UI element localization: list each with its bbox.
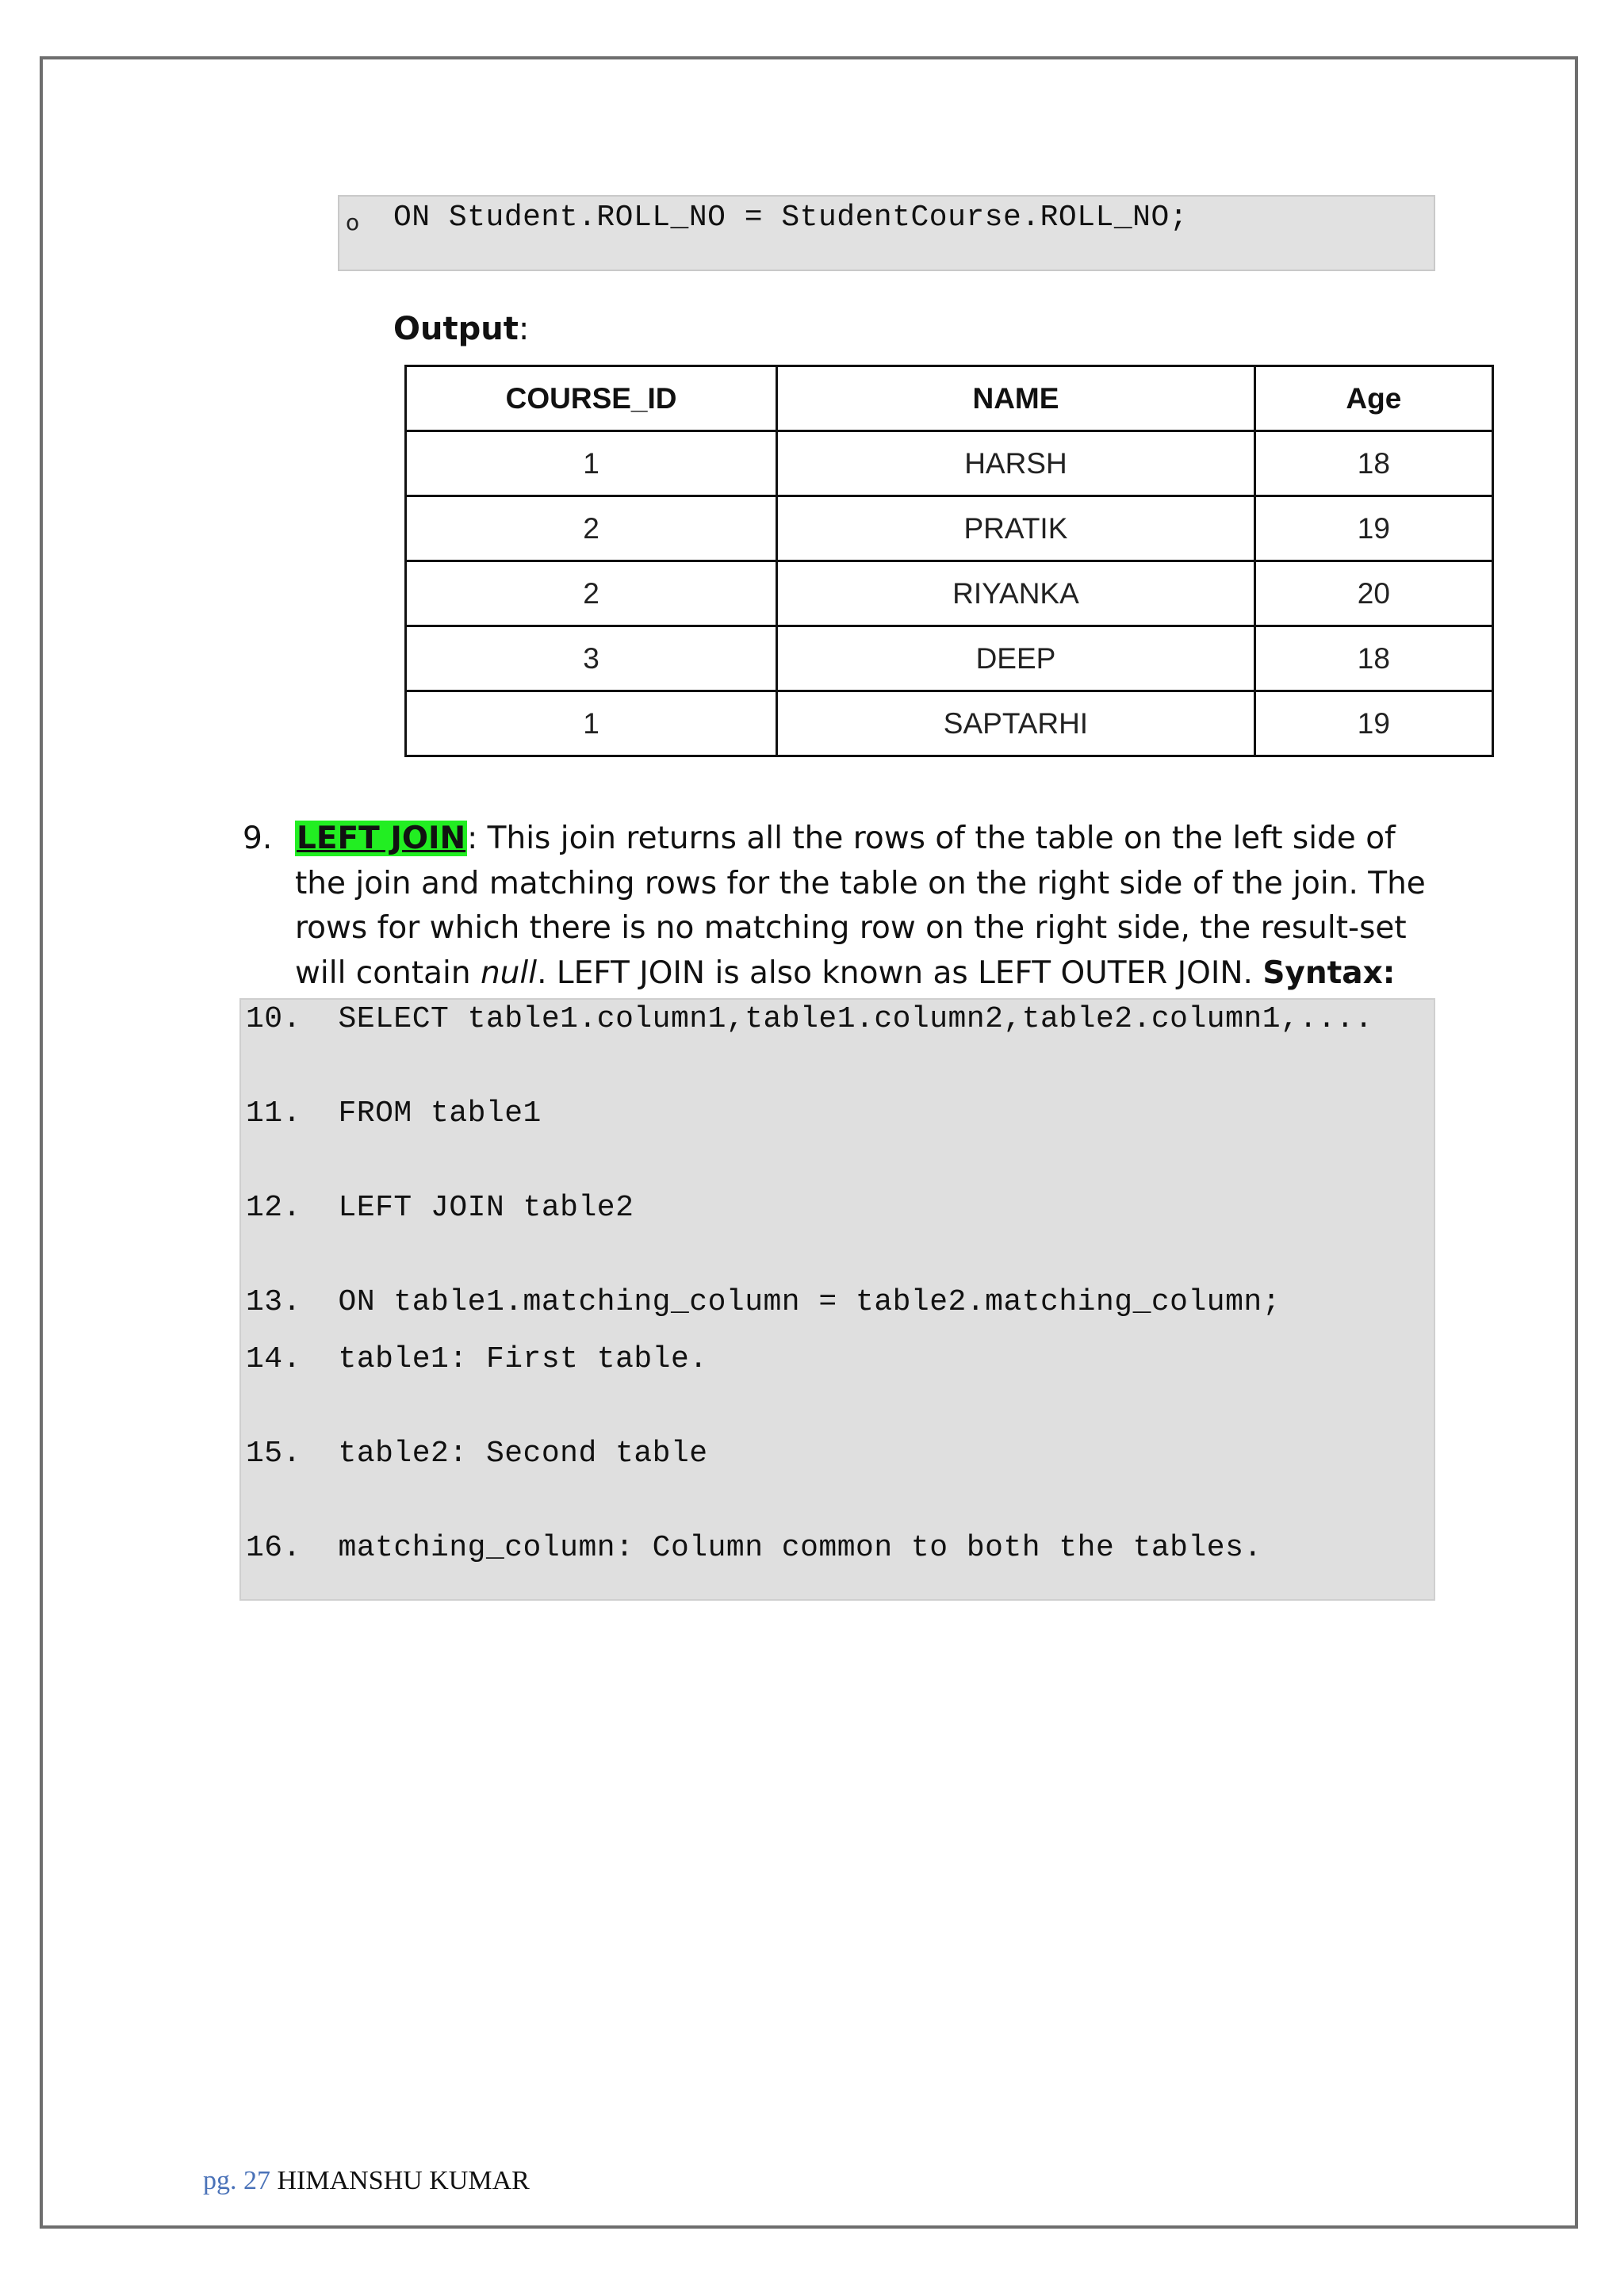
cell-age: 19 <box>1254 691 1492 756</box>
table-row <box>406 561 1493 626</box>
cell-name: SAPTARHI <box>777 691 1255 756</box>
cell-age: 19 <box>1254 496 1492 561</box>
cell-course-id: 1 <box>406 691 777 756</box>
cell-name: HARSH <box>777 431 1255 496</box>
output-label-text: Output <box>393 311 519 347</box>
output-label <box>393 311 529 347</box>
table-row <box>406 496 1493 561</box>
cell-name: RIYANKA <box>777 561 1255 626</box>
code-line: ON Student.ROLL_NO = StudentCourse.ROLL_NO; <box>393 201 1189 235</box>
cell-age: 18 <box>1254 431 1492 496</box>
cell-course-id: 1 <box>406 431 777 496</box>
footer-author: HIMANSHU KUMAR <box>277 2166 530 2195</box>
list-bullet: o <box>346 209 360 235</box>
code-line: 15. table2: Second table <box>246 1437 708 1471</box>
header-name: NAME <box>777 366 1255 431</box>
code-block-syntax <box>239 998 1435 1601</box>
output-table <box>404 365 1494 757</box>
page-number: pg. 27 <box>203 2166 270 2195</box>
left-join-paragraph <box>243 817 1432 996</box>
header-age: Age <box>1254 366 1492 431</box>
output-label-colon: : <box>518 311 530 347</box>
list-number: 9. <box>243 821 273 856</box>
table-row <box>406 431 1493 496</box>
code-line: 13. ON table1.matching_column = table2.matching_column; <box>246 1285 1281 1319</box>
cell-name: PRATIK <box>777 496 1255 561</box>
paragraph-body <box>295 817 1432 996</box>
cell-name: DEEP <box>777 626 1255 691</box>
code-block-top <box>338 195 1435 271</box>
code-line: 14. table1: First table. <box>246 1342 708 1376</box>
cell-course-id: 2 <box>406 561 777 626</box>
code-line: 11. FROM table1 <box>246 1096 542 1131</box>
code-line: 10. SELECT table1.column1,table1.column2,table2.column1,.... <box>246 1002 1373 1036</box>
table-header-row <box>406 366 1493 431</box>
cell-course-id: 3 <box>406 626 777 691</box>
cell-age: 18 <box>1254 626 1492 691</box>
cell-age: 20 <box>1254 561 1492 626</box>
paragraph-text-2: . LEFT JOIN is also known as LEFT OUTER JOIN. <box>537 955 1263 991</box>
syntax-label: Syntax: <box>1262 955 1396 991</box>
page-footer <box>203 2166 530 2196</box>
left-join-highlight: LEFT JOIN <box>297 821 466 856</box>
cell-course-id: 2 <box>406 496 777 561</box>
null-term: null <box>480 955 538 991</box>
header-course-id: COURSE_ID <box>406 366 777 431</box>
table-row <box>406 626 1493 691</box>
code-line: 16. matching_column: Column common to both the tables. <box>246 1531 1262 1565</box>
table-row <box>406 691 1493 756</box>
code-line: 12. LEFT JOIN table2 <box>246 1191 634 1225</box>
paragraph-text-1: : This join returns all the rows of the table on the left side of the join and matching rows for the table on the right side of the join. The rows for which there is no matching row on the right side, the result-set will contain <box>295 821 1426 991</box>
